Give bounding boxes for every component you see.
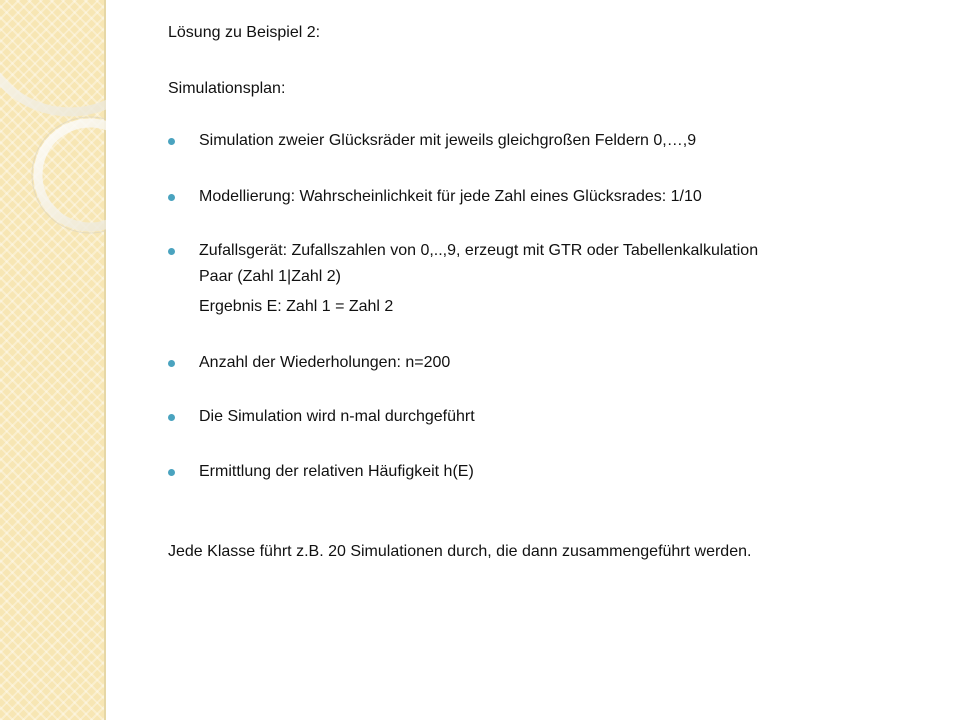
ring-small [38,123,106,227]
bullet-text: Anzahl der Wiederholungen: n=200 [199,354,451,371]
bullet-text: Die Simulation wird n-mal durchgeführt [199,408,475,425]
bullet-text: Modellierung: Wahrscheinlichkeit für jede Zahl eines Glücksrades: 1/10 [199,188,702,205]
slide-title: Lösung zu Beispiel 2: [168,24,321,41]
bullet-text: Simulation zweier Glücksräder mit jeweils gleichgroßen Feldern 0,…,9 [199,132,697,149]
bullet-text: Ermittlung der relativen Häufigkeit h(E) [199,463,474,480]
bullet-dot-icon [168,138,175,145]
slide-subtitle: Simulationsplan: [168,80,286,97]
slide-footer-note: Jede Klasse führt z.B. 20 Simulationen durch, die dann zusammengeführt werden. [168,543,752,560]
bullet-text: Zufallsgerät: Zufallszahlen von 0,..,9, erzeugt mit GTR oder Tabellenkalkulation [199,242,759,259]
bullet-dot-icon [168,469,175,476]
bullet-subline: Paar (Zahl 1|Zahl 2) [199,268,341,285]
decorative-sidebar [0,0,106,720]
decorative-rings-graphic [0,0,106,720]
bullet-dot-icon [168,248,175,255]
ring-small-outline [32,117,106,233]
ring-large [0,0,106,112]
bullet-subline: Ergebnis E: Zahl 1 = Zahl 2 [199,298,394,315]
bullet-dot-icon [168,414,175,421]
bullet-dot-icon [168,194,175,201]
bullet-dot-icon [168,360,175,367]
